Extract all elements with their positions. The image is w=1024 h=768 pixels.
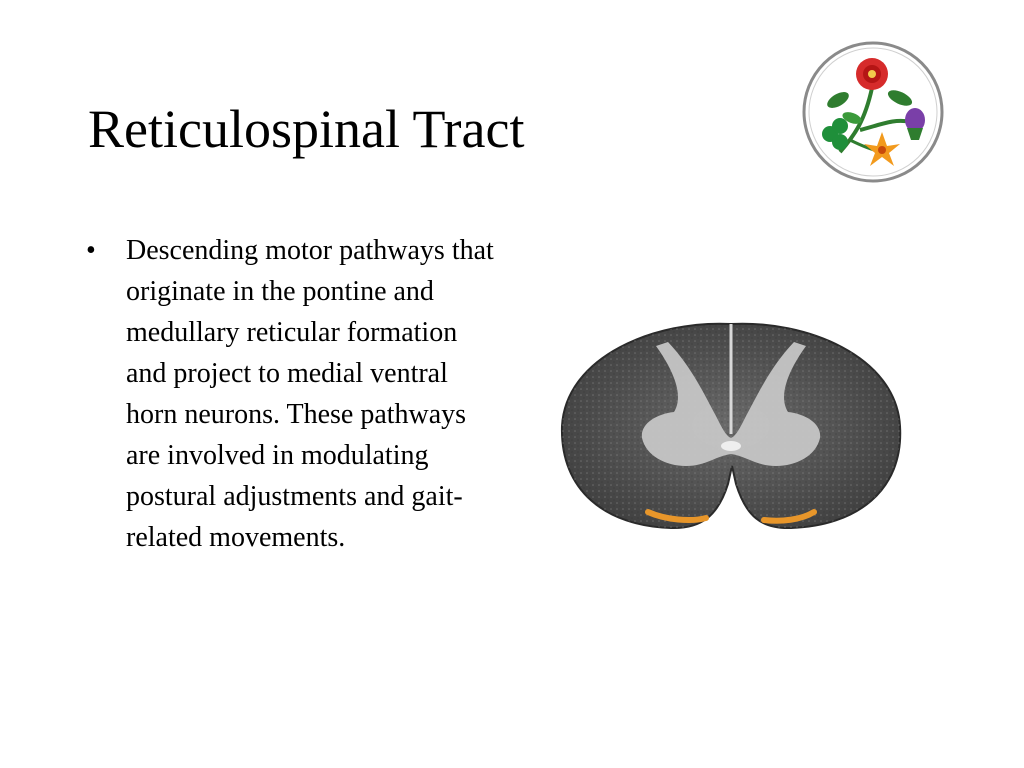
spinal-cord-cross-section-icon	[556, 316, 906, 536]
floral-emblem-icon	[800, 40, 946, 184]
bullet-marker: •	[86, 235, 96, 266]
bullet-item	[84, 230, 504, 558]
slide-title: Reticulospinal Tract	[88, 99, 525, 159]
bullet-list	[84, 230, 504, 558]
bullet-text: Descending motor pathways that originate in the pontine and medullary reticular formation and project to medial ventral horn neurons. These pathways are involved in modulating postural adjustments and gait-related movements.	[126, 235, 494, 553]
